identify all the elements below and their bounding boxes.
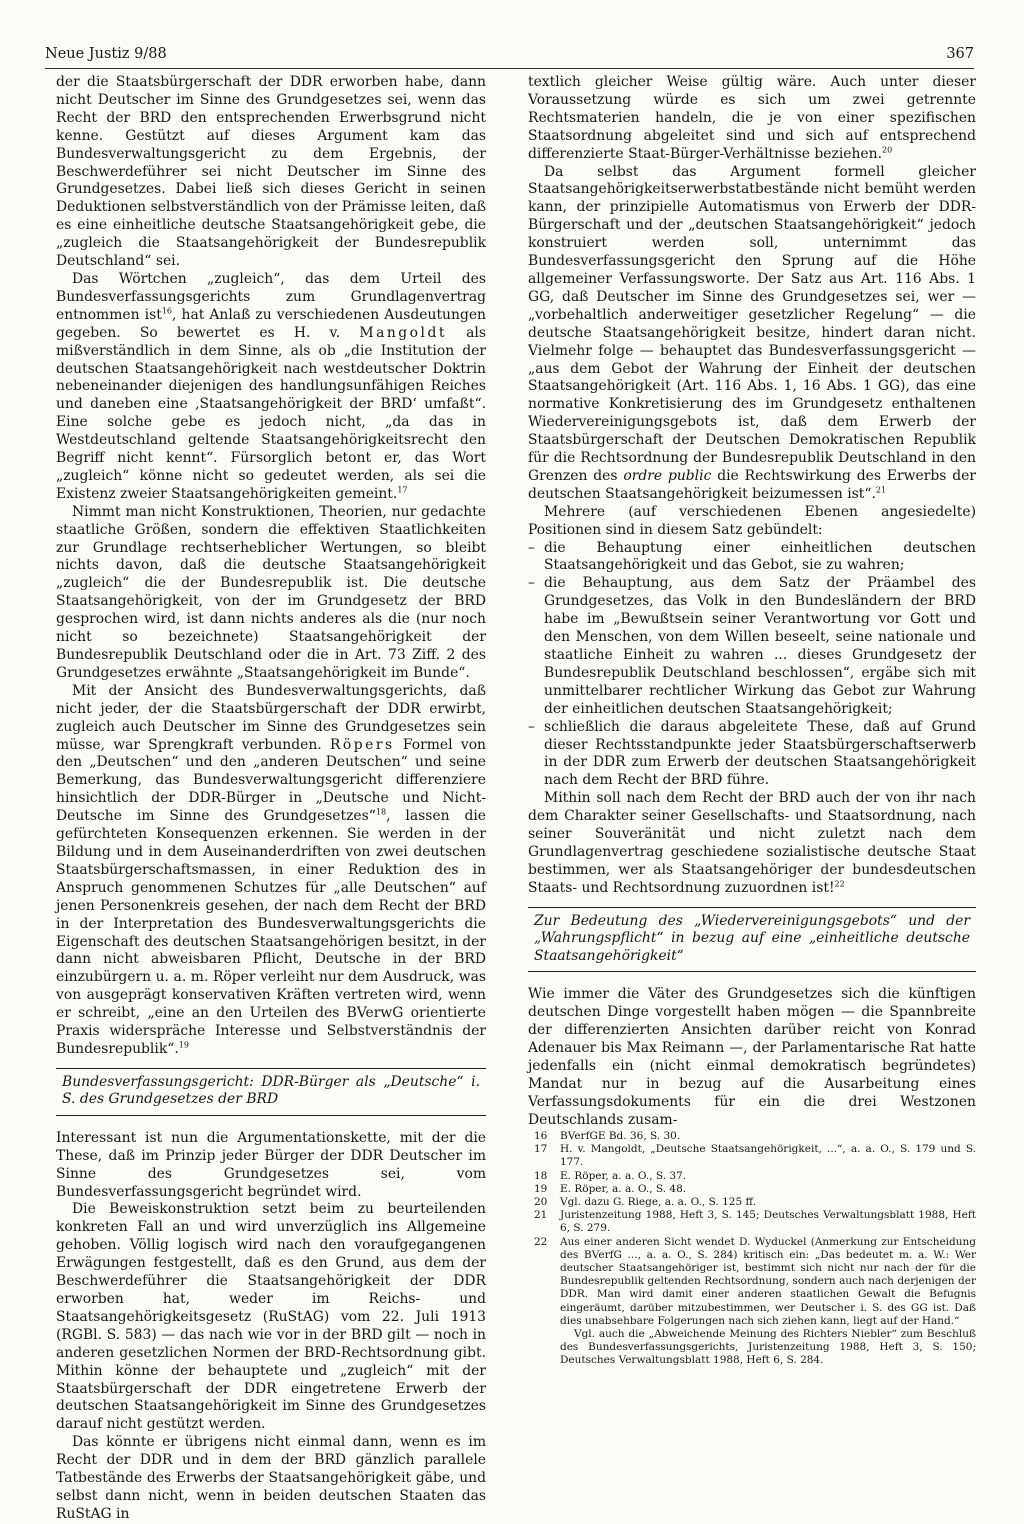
- footnote: 19 E. Röper, a. a. O., S. 48.: [534, 1182, 687, 1195]
- paragraph: Die Beweiskonstruktion setzt beim zu beurteilenden konkreten Fall an und wird unverzüglich ins Allgemeine gehoben. Völlig logisch wird nach den voraufgegangenen Erwägungen festgestellt, daß es den Grund, aus dem der Beschwerdeführer die Staatsangehörigkeit der DDR erworben hat, weder im Reichs- und Staatsangehörigkeitsgesetz (RuStAG) vom 22. Juli 1913 (RGBl. S. 583) — das nach wie vor in der BRD gilt — noch in anderen gesetzlichen Normen der BRD-Rechtsordnung gibt. Mithin könne der behauptete und „zugleich“ mit der Staatsbürgerschaft der DDR eingetretene Erwerb der deutschen Staatsangehörigkeit im Sinne des Grundgesetzes darauf nicht gestützt werden.: [56, 1201, 486, 1433]
- right-column: [528, 74, 976, 1129]
- footnote-ref: 22: [834, 879, 845, 889]
- paragraph: Wie immer die Väter des Grundgesetzes sich die künftigen deutschen Dinge vorgestellt haben mögen — die Spannbreite der differenzierten Ansichten darüber reicht von Konrad Adenauer bis Max Reimann —, der Parlamentarische Rat hatte jedenfalls ein (nicht einmal demokratisch begründetes) Mandat nur in bezug auf die Ausarbeitung eines Verfassungsdokuments für ein die drei Westzonen Deutschlands zusam-: [528, 986, 976, 1128]
- list-item: – die Behauptung einer einheitlichen deutschen Staatsangehörigkeit und das Gebot, sie zu wahren;: [544, 540, 976, 576]
- page-number: 367: [946, 46, 974, 62]
- journal-title: Neue Justiz 9/88: [45, 46, 167, 62]
- paragraph: Interessant ist nun die Argumentationskette, mit der die These, daß im Prinzip jeder Bürger der DDR Deutscher im Sinne des Grundgesetzes sei, vom Bundesverfassungsgericht begründet wird.: [56, 1129, 486, 1200]
- author-name: Röpers: [329, 736, 395, 753]
- footnote-ref: 20: [882, 145, 893, 154]
- paragraph: Das könnte er übrigens nicht einmal dann, wenn es im Recht der DDR und in dem der BRD gänzlich parallele Tatbestände des Erwerbs der Staatsangehörigkeit gäbe, und selbst dann nicht, wenn in beiden deutschen Staaten das RuStAG in: [56, 1434, 486, 1522]
- paragraph: Mehrere (auf verschiedenen Ebenen angesiedelte) Positionen sind in diesem Satz gebündelt:: [528, 503, 976, 538]
- footnote-ref: 18: [375, 807, 387, 817]
- footnote-ref: 17: [397, 485, 408, 495]
- footnote: 21 Juristenzeitung 1988, Heft 3, S. 145; Deutsches Verwaltungsblatt 1988, Heft 6, S. 279.: [534, 1209, 976, 1235]
- paragraph: Das Wörtchen „zugleich“, das dem Urteil des Bundesverfassungsgerichts zum Grundlagenvertrag entnommen ist$^{16}$, hat Anlaß zu verschiedenen Ausdeutungen gegeben. So bewertet es H. v. Mangoldt als mißverständlich in dem Sinne, als ob „die Institution der deutschen Staatsangehörigkeit nach westdeutscher Doktrin nebeneinander diejenigen des handlungsunfähigen Reiches und daneben eine ‚Staatsangehörigkeit der BRD‘ umfaßt“. Eine solche gebe es jedoch nicht, „da das in Westdeutschland geltende Staatsangehörigkeitsrecht den Begriff nicht kennt“. Fürsorglich betont er, das Wort „zugleich“ könne nicht so gedeutet werden, als sei die Existenz zweier Staatsangehörigkeiten gemeint.$^{17}$: [56, 270, 487, 502]
- left-column: [56, 74, 486, 1524]
- italic-term: ordre public: [623, 467, 712, 484]
- paragraph: Mithin soll nach dem Recht der BRD auch der von ihr nach dem Charakter seiner Gesellschafts- und Staatsordnung, nach seiner Souveränität und nicht zuletzt nach dem Grundlagenvertrag geschiedene sozialistische deutsche Staat bestimmen, wer als Staatsangehöriger der bundesdeutschen Staats- und Rechtsordnung zuzuordnen ist!$^{22}$: [528, 790, 976, 896]
- list-item: – schließlich die daraus abgeleitete These, daß auf Grund dieser Rechtsstandpunkte jeder Staatsbürgerschaftserwerb in der DDR zum Erwerb der deutschen Staatsangehörigkeit nach dem Recht der BRD führe.: [544, 719, 976, 791]
- footnotes: [534, 1130, 976, 1368]
- author-name: Mangoldt: [359, 324, 447, 341]
- paragraph: Nimmt man nicht Konstruktionen, Theorien, nur gedachte staatliche Größen, sondern die effektiven Staatlichkeiten zur Grundlage rechtserheblicher Wertungen, so bleibt nichts davon, daß die deutsche Staatsangehörigkeit „zugleich“ die der Bundesrepublik ist. Die deutsche Staatsangehörigkeit, von der im Grundgesetz der BRD gesprochen wird, ist dann nichts anderes als die (nur noch nicht so bezeichnete) Staatsangehörigkeit der Bundesrepublik Deutschland oder die in Art. 73 Ziff. 2 des Grundgesetzes erwähnte „Staatsangehörigkeit im Bunde“.: [56, 503, 486, 681]
- position-list: [528, 540, 976, 791]
- page-header: [45, 46, 974, 69]
- footnote: 16 BVerfGE Bd. 36, S. 30.: [534, 1130, 681, 1142]
- footnote-continuation: Vgl. auch die „Abweichende Meinung des Richters Niebler“ zum Beschluß des Bundesverfassungsgerichts, Juristenzeitung 1988, Heft 3, S. 150; Deutsches Verwaltungsblatt 1988, Heft 6, S. 284.: [560, 1328, 976, 1367]
- footnote-ref: 16: [161, 306, 172, 316]
- footnote: 22 Aus einer anderen Sicht wendet D. Wyduckel (Anmerkung zur Entscheidung des BVerfG ..., a. a. O., S. 284) kritisch ein: „Das bedeutet m. a. W.: Wer deutscher Staatsangehöriger ist, bestimmt sich nicht nur nach der für die Bundesrepublik geltenden Rechtsordnung, sondern auch nach derjenigen der DDR. Man wird damit einer anderen staatlichen Gewalt die Befugnis eingeräumt, darüber mitzubestimmen, wer Deutscher i. S. des GG ist. Daß dies unabsehbare Folgerungen nach sich ziehen kann, liegt auf der Hand.“: [534, 1235, 976, 1327]
- footnote-ref: 21: [875, 485, 887, 495]
- section-heading: Zur Bedeutung des „Wiedervereinigungsgebots“ und der „Wahrungspflicht“ in bezug auf eine „einheitliche deutsche Staatsangehörigkeit“: [528, 907, 976, 973]
- footnote: 18 E. Röper, a. a. O., S. 37.: [534, 1169, 687, 1182]
- footnote-ref: 19: [178, 1040, 189, 1050]
- footnote: 20 Vgl. dazu G. Riege, a. a. O., S. 125 ff.: [534, 1196, 756, 1209]
- section-heading: Bundesverfassungsgericht: DDR-Bürger als „Deutsche“ i. S. des Grundgesetzes der BRD: [56, 1068, 486, 1116]
- paragraph: textlich gleicher Weise gültig wäre. Auch unter dieser Voraussetzung würde es sich um zwei getrennte Rechtsmaterien handeln, die je von einer spezifischen Staatsordnung abgeleitet sind und sich auf entsprechend differenzierte Staat-Bürger-Verhältnisse beziehen.$^{20}$: [528, 74, 976, 162]
- paragraph: der die Staatsbürgerschaft der DDR erworben habe, dann nicht Deutscher im Sinne des Grundgesetzes sei, wenn das Recht der BRD den entsprechenden Erwerbsgrund nicht kenne. Gestützt auf dieses Argument kam das Bundesverwaltungsgericht zu dem Ergebnis, der Beschwerdeführer sei nicht Deutscher im Sinne des Grundgesetzes. Dabei ließ sich dieses Gericht in seinen Deduktionen selbstverständlich von der Prämisse leiten, daß es eine einheitliche deutsche Staatsangehörigkeit gebe, die „zugleich die Staatsangehörigkeit der Bundesrepublik Deutschland“ sei.: [56, 74, 486, 270]
- footnote: 17 H. v. Mangoldt, „Deutsche Staatsangehörigkeit, ...“, a. a. O., S. 179 und S. 177.: [534, 1143, 976, 1169]
- paragraph: Mit der Ansicht des Bundesverwaltungsgerichts, daß nicht jeder, der die Staatsbürgerschaft der DDR erwirbt, zugleich auch Deutscher im Sinne des Grundgesetzes sein müsse, war Sprengkraft verbunden. Röpers Formel von den „Deutschen“ und den „anderen Deutschen“ und seine Bemerkung, das Bundesverwaltungsgericht differenziere hinsichtlich der DDR-Bürger in „Deutsche und Nicht-Deutsche im Sinne des Grundgesetzes“$^{18}$, lassen die gefürchteten Konsequenzen erkennen. Sie werden in der Bildung und in dem Auseinanderdriften von zwei deutschen Staatsbürgerschaftsmassen, in einer Reduktion des in Anspruch genommenen Schutzes für „alle Deutschen“ auf jenen Personenkreis gesehen, der nach dem Recht der BRD in der Interpretation des Bundesverwaltungsgerichts die Eigenschaft des deutschen Staatsangehörigen besitzt, in der dann nicht abweisbaren Pflicht, Deutsche in der BRD einzubürgern u. a. m. Röper verleiht nur dem Ausdruck, was von ausgeprägt konservativen Kräften vertreten wird, wenn er schreibt, „eine an den Urteilen des BVerwG orientierte Praxis widerspräche Interesse und Selbstverständnis der Bundesrepublik“.$^{19}$: [56, 682, 487, 1057]
- list-item: – die Behauptung, aus dem Satz der Präambel des Grundgesetzes, das Volk in den Bundesländern der BRD habe im „Bewußtsein seiner Verantwortung vor Gott und den Menschen, von dem Willen beseelt, seine nationale und staatliche Einheit zu wahren ... dieses Grundgesetz der Bundesrepublik Deutschland beschlossen“, ergäbe sich mit unmittelbarer rechtlicher Wirkung das Gebot zur Wahrung der einheitlichen deutschen Staatsangehörigkeit;: [544, 575, 976, 718]
- paragraph: Da selbst das Argument formell gleicher Staatsangehörigkeitserwerbstatbestände nicht bemüht werden kann, der prinzipielle Automatismus von Erwerb der DDR-Bürgerschaft und der „deutschen Staatsangehörigkeit“ jedoch konstruiert werden soll, unternimmt das Bundesverfassungsgericht den Sprung auf die Höhe allgemeiner Verfassungsworte. Der Satz aus Art. 116 Abs. 1 GG, daß Deutscher im Sinne des Grundgesetzes sei, wer — „vorbehaltlich anderweitiger gesetzlicher Regelung“ — die deutsche Staatsangehörigkeit besitze, hindert daran nicht. Vielmehr folge — behauptet das Bundesverfassungsgericht — „aus dem Gebot der Wahrung der Einheit der deutschen Staatsangehörigkeit (Art. 116 Abs. 1, 16 Abs. 1 GG), das eine normative Konkretisierung des im Grundgesetz enthaltenen Wiedervereinigungsgebots ist, daß dem Erwerb der Staatsbürgerschaft der Deutschen Demokratischen Republik für die Rechtsordnung der Bundesrepublik Deutschland in den Grenzen des ordre public die Rechtswirkung des Erwerbs der deutschen Staatsangehörigkeit beizumessen ist“.$^{21}$: [528, 163, 977, 502]
